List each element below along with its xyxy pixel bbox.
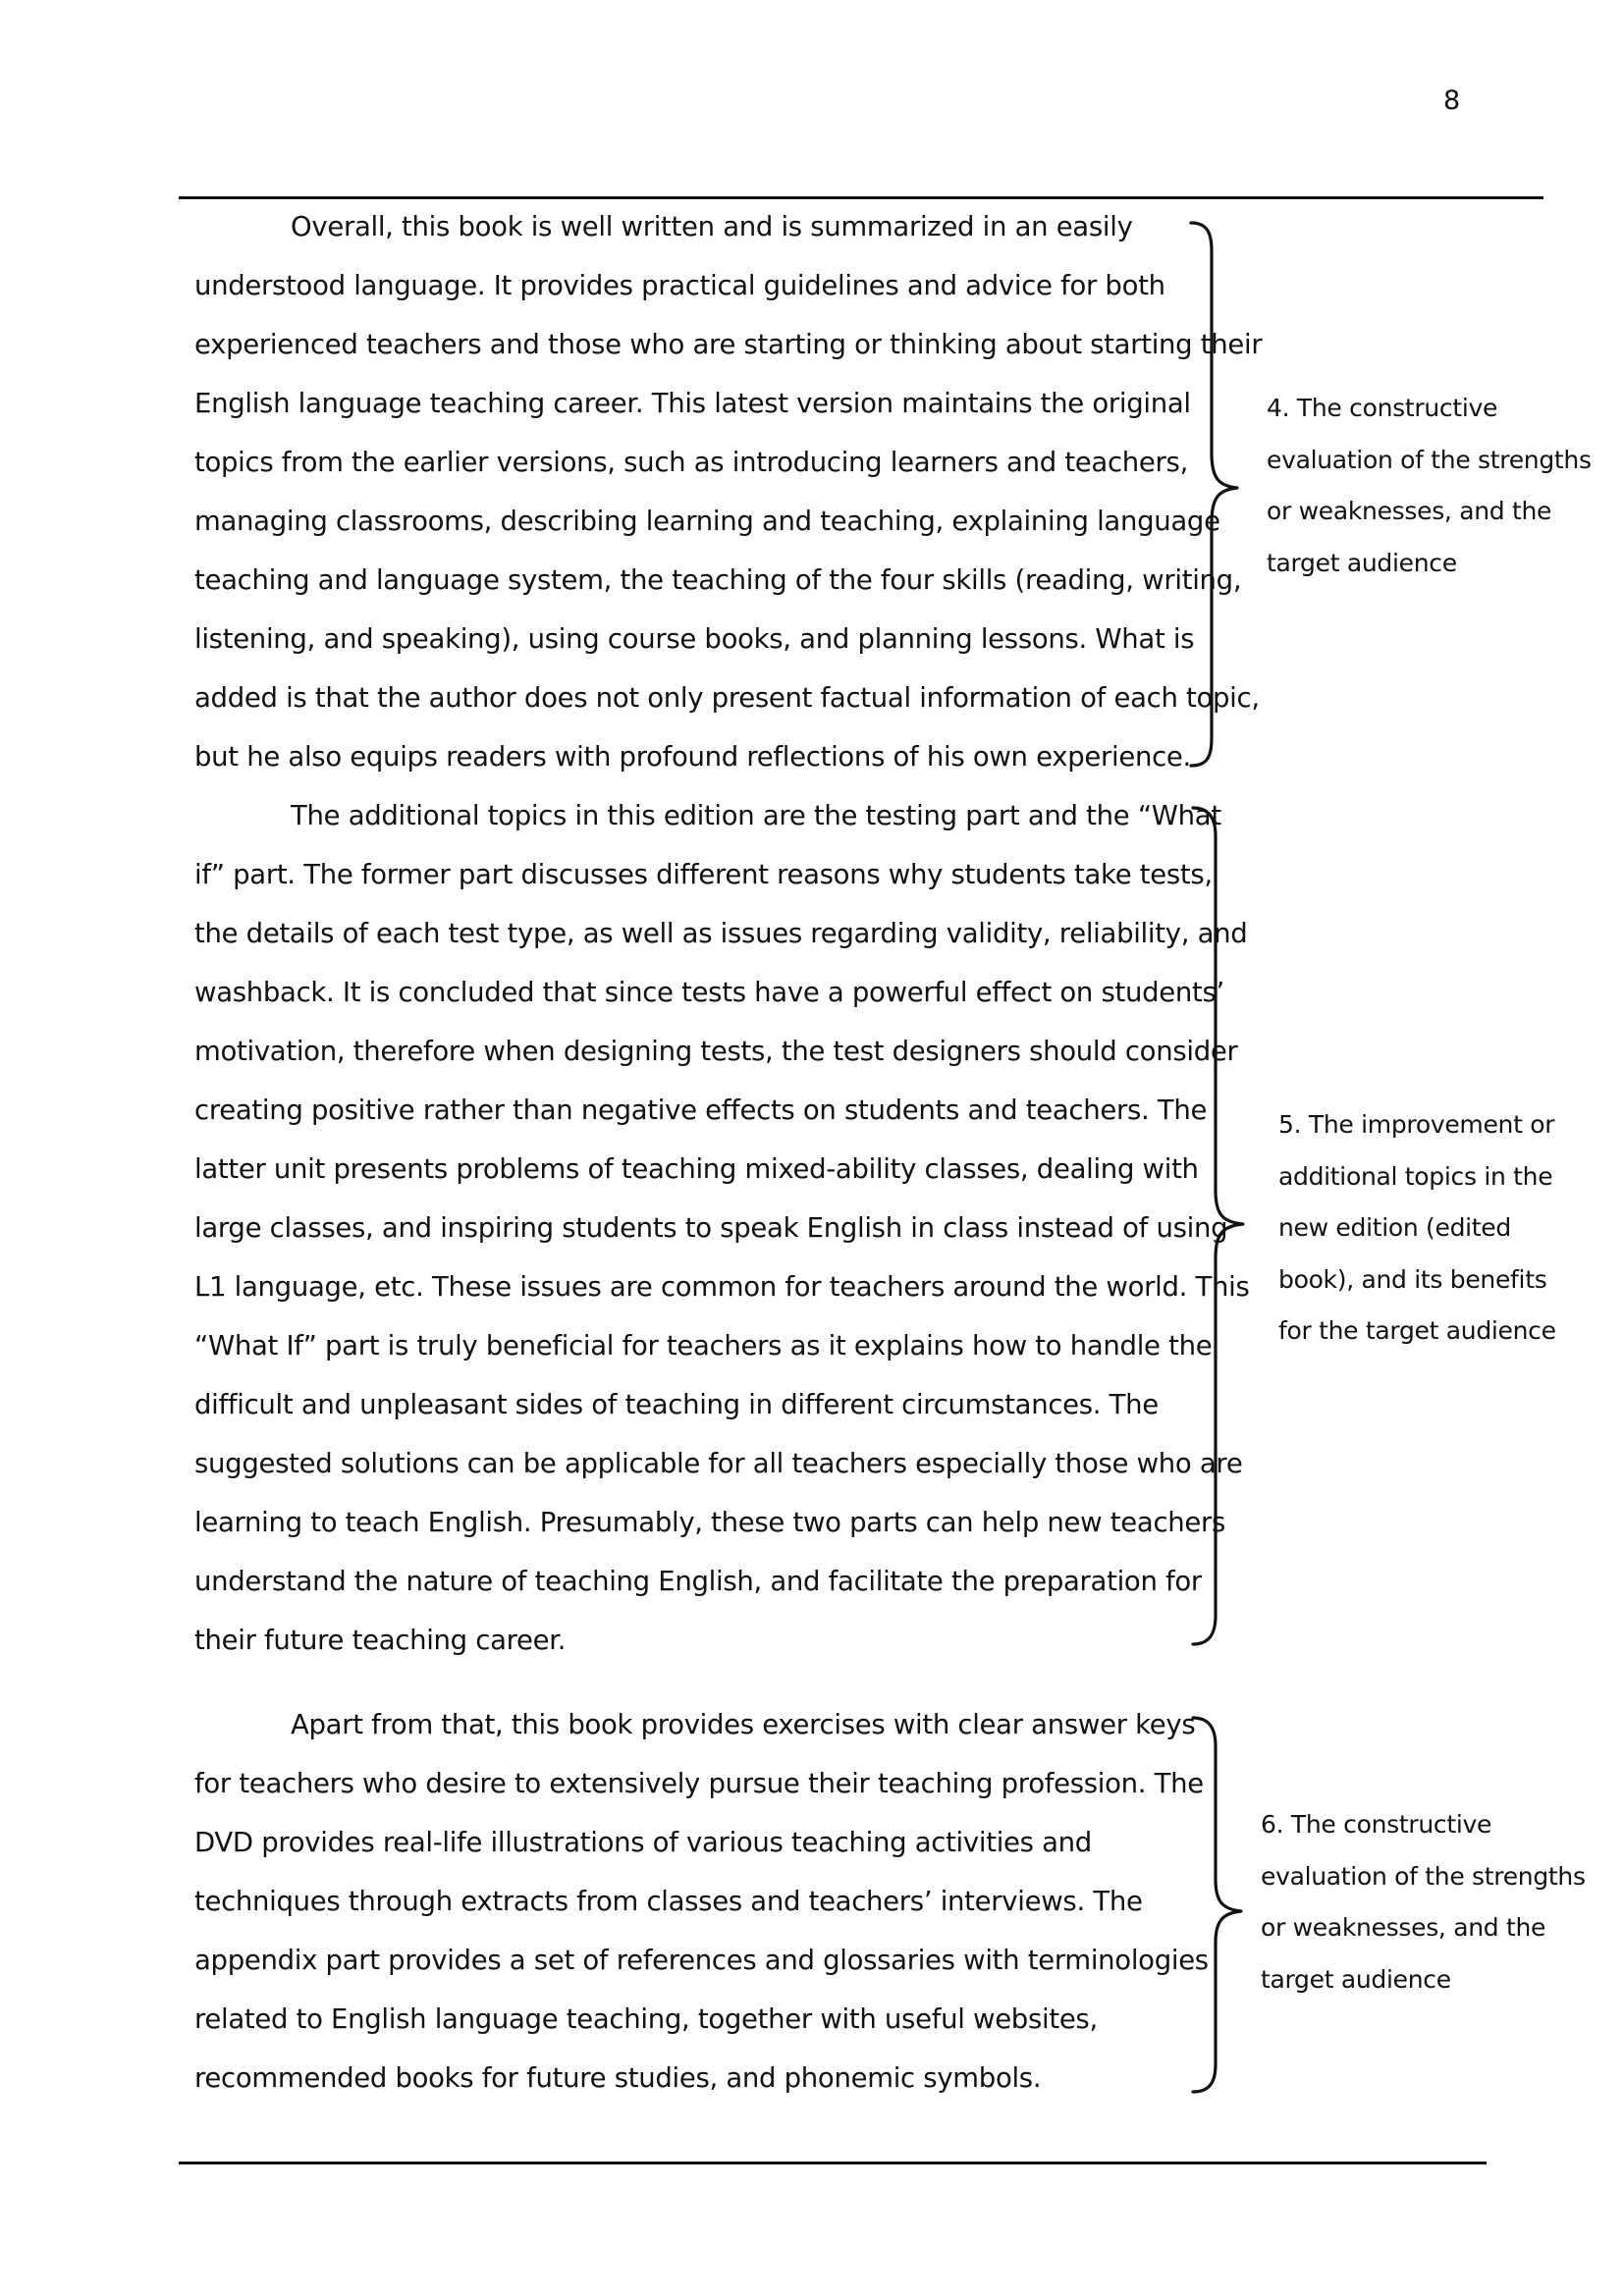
paragraph-line: managing classrooms, describing learning and teaching, explaining language — [194, 506, 1220, 537]
annotation-line: target audience — [1261, 1964, 1451, 1994]
curly-brace-3 — [1188, 1713, 1257, 2106]
paragraph-overall — [194, 197, 1262, 786]
curly-brace-1 — [1186, 218, 1255, 777]
annotation-line: additional topics in the — [1278, 1161, 1553, 1191]
paragraph-line: understand the nature of teaching English, and facilitate the preparation for — [194, 1566, 1202, 1597]
paragraph-line: DVD provides real-life illustrations of various teaching activities and — [194, 1827, 1092, 1858]
paragraph-line: understood language. It provides practical guidelines and advice for both — [194, 270, 1165, 301]
paragraph-line: related to English language teaching, together with useful websites, — [194, 2003, 1098, 2035]
paragraph-line: learning to teach English. Presumably, these two parts can help new teachers — [194, 1507, 1226, 1538]
annotation-line: 5. The improvement or — [1278, 1110, 1555, 1139]
annotation-line: evaluation of the strengths — [1267, 445, 1592, 474]
paragraph-line: difficult and unpleasant sides of teaching in different circumstances. The — [194, 1389, 1159, 1420]
annotation-line: book), and its benefits — [1278, 1264, 1547, 1294]
annotation-line: 4. The constructive — [1267, 394, 1498, 422]
paragraph-line: latter unit presents problems of teaching mixed-ability classes, dealing with — [194, 1153, 1199, 1185]
paragraph-line: if” part. The former part discusses different reasons why students take tests, — [194, 859, 1213, 890]
paragraph-line: English language teaching career. This latest version maintains the original — [194, 388, 1191, 419]
paragraph-line: L1 language, etc. These issues are common for teachers around the world. This — [194, 1271, 1250, 1303]
paragraph-line: Apart from that, this book provides exercises with clear answer keys — [291, 1709, 1196, 1740]
paragraph-additional-topics — [194, 786, 1250, 1670]
bottom-rule — [179, 2162, 1487, 2164]
paragraph-line: “What If” part is truly beneficial for teachers as it explains how to handle the — [194, 1330, 1213, 1362]
paragraph-line: motivation, therefore when designing tests, the test designers should consider — [194, 1036, 1238, 1067]
curly-brace-2 — [1188, 803, 1257, 1655]
paragraph-line: creating positive rather than negative effects on students and teachers. The — [194, 1095, 1208, 1126]
paragraph-line: their future teaching career. — [194, 1625, 567, 1656]
annotation-line: new edition (edited — [1278, 1213, 1511, 1242]
paragraph-line: listening, and speaking), using course books, and planning lessons. What is — [194, 623, 1195, 655]
annotation-line: or weaknesses, and the — [1261, 1913, 1546, 1942]
paragraph-line: Overall, this book is well written and is summarized in an easily — [291, 211, 1133, 242]
paragraph-line: experienced teachers and those who are starting or thinking about starting their — [194, 329, 1263, 360]
annotation-6 — [1261, 1799, 1586, 2005]
paragraph-line: The additional topics in this edition are the testing part and the “What — [291, 800, 1221, 831]
paragraph-line: but he also equips readers with profound reflections of his own experience. — [194, 741, 1191, 773]
paragraph-line: washback. It is concluded that since tests have a powerful effect on students’ — [194, 977, 1224, 1008]
paragraph-line: large classes, and inspiring students to speak English in class instead of using — [194, 1212, 1228, 1244]
paragraph-line: techniques through extracts from classes and teachers’ interviews. The — [194, 1886, 1143, 1917]
paragraph-line: for teachers who desire to extensively pursue their teaching profession. The — [194, 1768, 1204, 1799]
paragraph-line: suggested solutions can be applicable for all teachers especially those who are — [194, 1448, 1243, 1479]
paragraph-line: appendix part provides a set of references and glossaries with terminologies — [194, 1945, 1209, 1976]
annotation-line: evaluation of the strengths — [1261, 1861, 1586, 1891]
page-number: 8 — [1443, 85, 1461, 116]
paragraph-line: the details of each test type, as well as issues regarding validity, reliability, and — [194, 918, 1248, 949]
annotation-line: 6. The constructive — [1261, 1810, 1492, 1839]
annotation-5 — [1278, 1099, 1556, 1358]
annotation-line: or weaknesses, and the — [1267, 497, 1552, 525]
paragraph-line: topics from the earlier versions, such as introducing learners and teachers, — [194, 447, 1189, 478]
paragraph-line: added is that the author does not only present factual information of each topic, — [194, 682, 1260, 714]
annotation-4 — [1267, 383, 1592, 589]
paragraph-line: recommended books for future studies, and phonemic symbols. — [194, 2062, 1042, 2094]
annotation-line: target audience — [1267, 548, 1457, 577]
paragraph-line: teaching and language system, the teaching of the four skills (reading, writing, — [194, 564, 1242, 596]
paragraph-apart-from-that — [194, 1695, 1209, 2108]
annotation-line: for the target audience — [1278, 1316, 1556, 1345]
